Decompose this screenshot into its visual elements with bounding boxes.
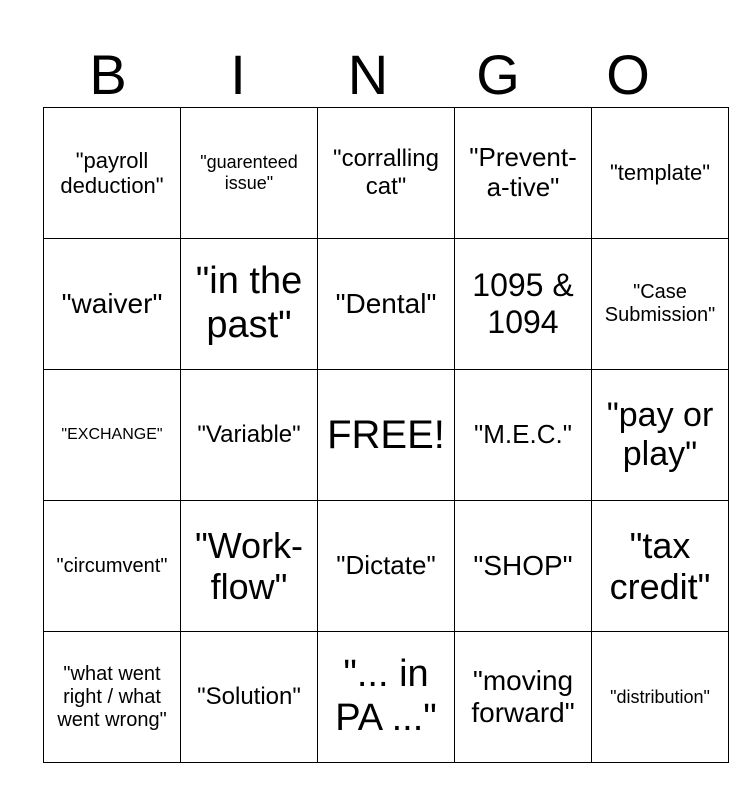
bingo-cell: "guarenteed issue": [181, 108, 318, 239]
bingo-cell: "circumvent": [44, 501, 181, 632]
bingo-cell: "Variable": [181, 370, 318, 501]
bingo-cell: "tax credit": [592, 501, 729, 632]
bingo-cell: "... in PA ...": [318, 632, 455, 763]
bingo-card-grid: [43, 107, 729, 763]
grid-row: [44, 239, 729, 370]
bingo-cell: "Dictate": [318, 501, 455, 632]
bingo-cell: "SHOP": [455, 501, 592, 632]
header-letter-o: O: [606, 43, 650, 106]
bingo-cell: "moving forward": [455, 632, 592, 763]
header-letter-i: I: [230, 43, 246, 106]
bingo-cell: "corralling cat": [318, 108, 455, 239]
header-letter-b: B: [89, 43, 127, 106]
header-letter-n: N: [347, 43, 389, 106]
free-space: FREE!: [318, 370, 455, 501]
bingo-cell: "in the past": [181, 239, 318, 370]
bingo-cell: "what went right / what went wrong": [44, 632, 181, 763]
grid-row: [44, 370, 729, 501]
grid-row: [44, 501, 729, 632]
grid-row: [44, 632, 729, 763]
bingo-header: [43, 44, 693, 106]
bingo-cell: "template": [592, 108, 729, 239]
grid-row: [44, 108, 729, 239]
bingo-cell: "Dental": [318, 239, 455, 370]
header-letter-g: G: [476, 43, 520, 106]
bingo-cell: "Case Submission": [592, 239, 729, 370]
bingo-cell: "pay or play": [592, 370, 729, 501]
bingo-cell: "Work-flow": [181, 501, 318, 632]
bingo-cell: "waiver": [44, 239, 181, 370]
bingo-cell: "Solution": [181, 632, 318, 763]
bingo-cell: 1095 & 1094: [455, 239, 592, 370]
bingo-cell: "EXCHANGE": [44, 370, 181, 501]
bingo-cell: "distribution": [592, 632, 729, 763]
bingo-cell: "M.E.C.": [455, 370, 592, 501]
bingo-cell: "payroll deduction": [44, 108, 181, 239]
bingo-cell: "Prevent-a-tive": [455, 108, 592, 239]
